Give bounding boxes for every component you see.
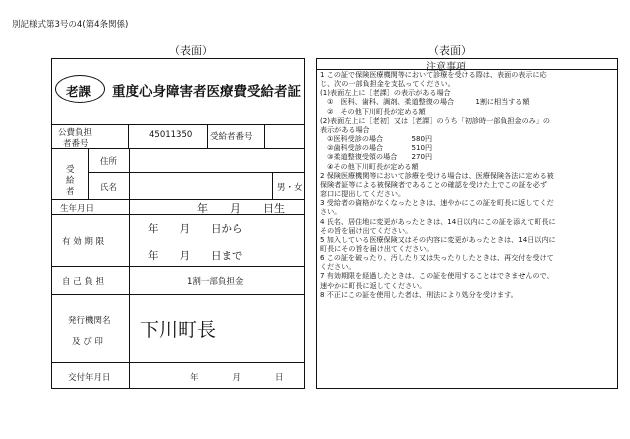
note-line: (2)表面左上に［老初］又は［老課］のうち「初診時一部負担金のみ」の bbox=[320, 115, 550, 125]
insurer-number-label: 公費負担 bbox=[58, 128, 93, 138]
card-title: 重度心身障害者医療費受給者証 bbox=[112, 84, 301, 100]
issuer-label: 発行機関名 bbox=[68, 316, 111, 326]
notes-list bbox=[320, 70, 616, 299]
form-reference: 別記様式第3号の4(第4条関係) bbox=[12, 20, 129, 30]
note-line: その旨を届け出てください。 bbox=[320, 225, 413, 235]
birth-date-label: 生年月日 bbox=[60, 204, 95, 214]
badge-text: 老課 bbox=[66, 84, 92, 99]
name-label: 氏名 bbox=[100, 183, 118, 193]
note-line: ③柔道整復受領の場合 270円 bbox=[320, 152, 433, 162]
note-line: 1 この証で保険医療機関等において診療を受ける際は、表面の表示に応 bbox=[320, 70, 547, 79]
note-line: 5 加入している医療保険又はその内容に変更があったときは、14日以内に bbox=[320, 234, 556, 244]
back-side-label: （表面） bbox=[428, 44, 472, 57]
note-line: ①医科受診の場合 580円 bbox=[320, 134, 433, 144]
validity-from: 年 月 日から bbox=[148, 223, 243, 235]
copay-value: 1割一部負担金 bbox=[187, 277, 244, 287]
recipient-char-3: 者 bbox=[66, 187, 75, 197]
address-label: 住所 bbox=[100, 157, 118, 167]
note-line: ④その他下川町長が定める額 bbox=[320, 161, 419, 171]
note-line: 町長にその旨を届け出てください。 bbox=[320, 243, 434, 253]
note-line: 7 有効期限を経過したときは、この証を使用することはできませんので、 bbox=[320, 271, 554, 281]
note-line: ②歯科受診の場合 510円 bbox=[320, 143, 433, 153]
insurer-number-label-2: 者番号 bbox=[63, 139, 89, 149]
notes-heading: 注意事項 bbox=[426, 62, 466, 73]
note-line: ください。 bbox=[320, 262, 356, 272]
recipient-char-2: 給 bbox=[66, 176, 75, 186]
note-line: 2 保険医療機関等において診療を受ける場合は、医療保険各法に定める被 bbox=[320, 170, 554, 180]
recipient-number-label: 受給者番号 bbox=[210, 132, 253, 142]
note-line: 3 受給者の資格がなくなったときは、速やかにこの証を町長に返してくだ bbox=[320, 198, 554, 208]
note-line: じ、次の一部負担金を支払ってください。 bbox=[320, 79, 455, 89]
insurer-number-value: 45011350 bbox=[149, 130, 193, 140]
issue-date-value: 年 月 日 bbox=[190, 373, 284, 383]
note-line: さい。 bbox=[320, 207, 342, 217]
note-line: 保険者証等による被保険者であることの確認を受けた上でこの証を必ず bbox=[320, 179, 547, 189]
recipient-char-1: 受 bbox=[66, 165, 75, 175]
validity-to: 年 月 日まで bbox=[148, 250, 243, 262]
front-side-label: （表面） bbox=[169, 44, 213, 57]
note-line: ② その他下川町長が定める額 bbox=[320, 106, 426, 116]
birth-date-value: 年 月 日生 bbox=[197, 202, 285, 215]
front-card bbox=[51, 58, 305, 389]
issuer-name: 下川町長 bbox=[140, 319, 217, 341]
issuer-label-2: 及 び 印 bbox=[72, 337, 103, 347]
note-line: 4 氏名、居住地に変更があったときは、14日以内にこの証を添えて町長に bbox=[320, 216, 556, 226]
note-line: 窓口に提出してください。 bbox=[320, 189, 406, 199]
note-line: 表示がある場合 bbox=[320, 124, 370, 134]
note-line: 6 この証を破ったり、汚したり又は失ったりしたときは、再交付を受けて bbox=[320, 253, 554, 263]
copay-label: 自 己 負 担 bbox=[62, 277, 105, 287]
note-line: 8 不正にこの証を使用した者は、刑法により処分を受けます。 bbox=[320, 289, 518, 299]
issue-date-label: 交付年月日 bbox=[68, 373, 111, 383]
note-line: ① 医科、歯科、調剤、柔道整復の場合 1割に相当する額 bbox=[320, 97, 530, 107]
validity-label: 有 効 期 限 bbox=[62, 237, 105, 247]
sex-label: 男・女 bbox=[277, 183, 303, 193]
note-line: (1)表面左上に［老課］の表示がある場合 bbox=[320, 88, 451, 98]
note-line: 速やかに町長に返してください。 bbox=[320, 280, 427, 290]
